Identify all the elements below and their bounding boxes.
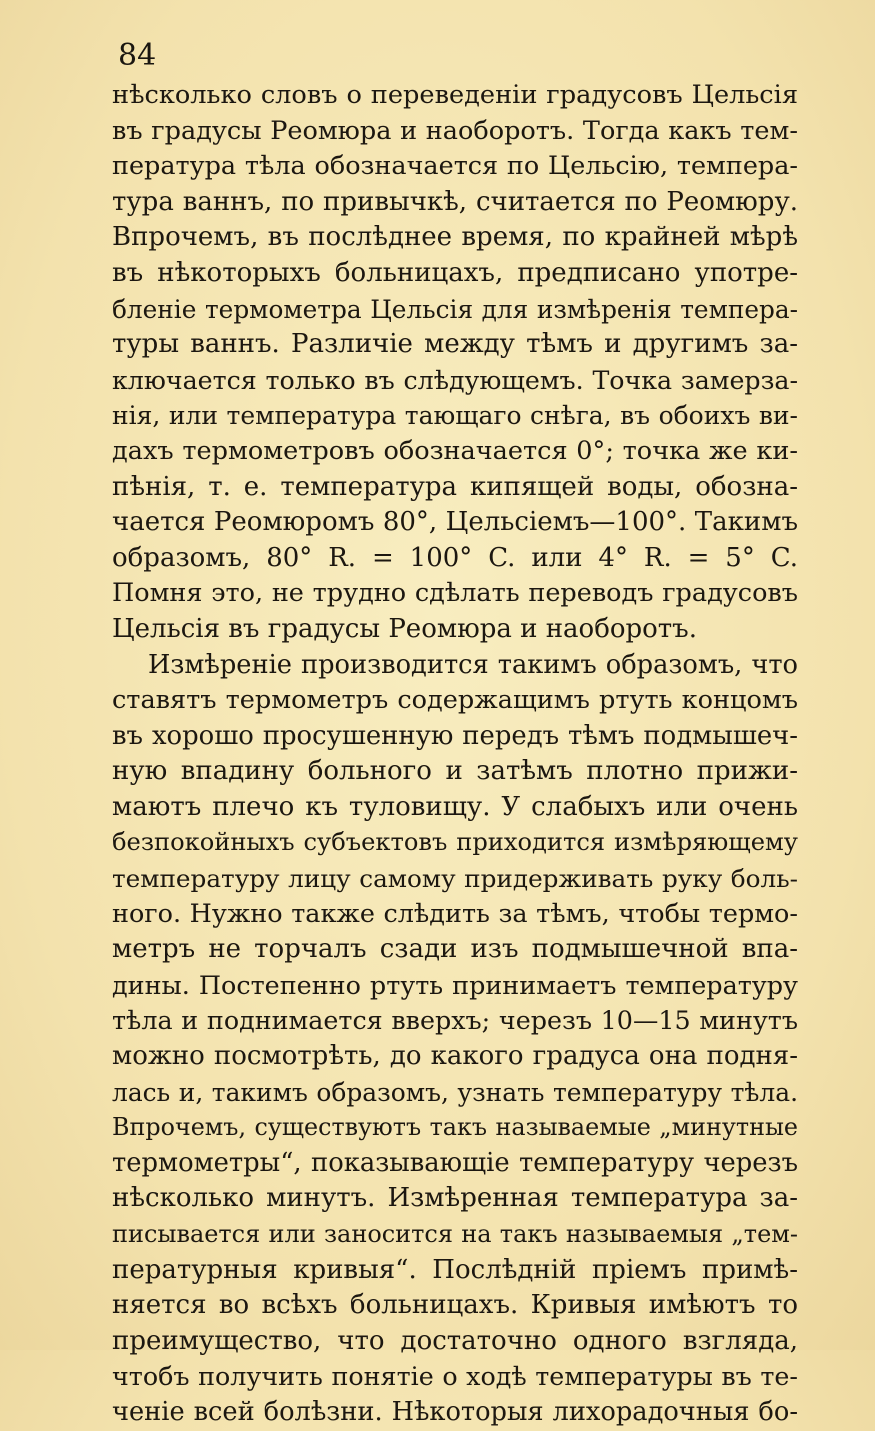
text-line: тѣла и поднимается вверхъ; черезъ 10—15 минутъ: [112, 1005, 798, 1036]
text-line: въ градусы Реомюра и наоборотъ. Тогда какъ тем-: [112, 115, 798, 146]
text-line: ную впадину больного и затѣмъ плотно прижи-: [112, 756, 798, 787]
text-line: чтобъ получить понятіе о ходѣ температуры въ те-: [112, 1361, 798, 1392]
text-line: безпокойныхъ субъектовъ приходится измѣряющему: [112, 828, 798, 857]
paragraph-start-line: Измѣреніе производится такимъ образомъ, что: [148, 649, 798, 680]
text-line: няется во всѣхъ больницахъ. Кривыя имѣютъ то: [112, 1290, 798, 1321]
text-line: метръ не торчалъ сзади изъ подмышечной впа-: [112, 934, 798, 965]
body-text: [112, 78, 798, 1431]
text-line: тура ваннъ, по привычкѣ, считается по Реомюру.: [112, 186, 798, 217]
text-line: можно посмотрѣть, до какого градуса она подня-: [112, 1041, 798, 1072]
text-line: маютъ плечо къ туловищу. У слабыхъ или очень: [112, 791, 798, 822]
text-line: пѣнія, т. е. температура кипящей воды, обозна-: [112, 471, 798, 502]
paragraph-end-line: Цельсія въ градусы Реомюра и наоборотъ.: [112, 613, 697, 644]
page-number: 84: [118, 38, 157, 73]
text-line: бленіе термометра Цельсія для измѣренія темпера-: [112, 294, 798, 324]
text-line: нія, или температура тающаго снѣга, въ обоихъ ви-: [112, 401, 798, 431]
text-line: пература тѣла обозначается по Цельсію, темпера-: [112, 151, 798, 182]
text-line: туры ваннъ. Различіе между тѣмъ и другимъ за-: [112, 329, 798, 360]
text-line: лась и, такимъ образомъ, узнать температуру тѣла.: [112, 1077, 798, 1107]
text-line: Помня это, не трудно сдѣлать переводъ градусовъ: [112, 578, 798, 609]
text-line: въ нѣкоторыхъ больницахъ, предписано употре-: [112, 257, 798, 288]
text-line: Впрочемъ, существуютъ такъ называемые „минутные: [112, 1113, 798, 1142]
text-line: образомъ, 80° R. = 100° C. или 4° R. = 5° C.: [112, 542, 798, 573]
text-line: ключается только въ слѣдующемъ. Точка замерза-: [112, 365, 798, 395]
text-line: дахъ термометровъ обозначается 0°; точка же ки-: [112, 435, 798, 466]
text-line: термометры“, показывающіе температуру черезъ: [112, 1147, 798, 1178]
text-line: ставятъ термометръ содержащимъ ртуть концомъ: [112, 685, 798, 716]
text-line: въ хорошо просушенную передъ тѣмъ подмышеч-: [112, 720, 798, 751]
text-line: Впрочемъ, въ послѣднее время, по крайней мѣрѣ: [112, 222, 798, 253]
text-line: писывается или заносится на такъ называемыя „тем-: [112, 1220, 798, 1248]
text-line: дины. Постепенно ртуть принимаетъ температуру: [112, 969, 798, 1000]
text-line: ного. Нужно также слѣдить за тѣмъ, чтобы термо-: [112, 898, 798, 929]
text-line: пературныя кривыя“. Послѣдній пріемъ примѣ-: [112, 1254, 798, 1285]
text-line: нѣсколько минутъ. Измѣренная температура за-: [112, 1183, 798, 1214]
text-line: температуру лицу самому придерживать руку боль-: [112, 864, 798, 894]
text-line: преимущество, что достаточно одного взгляда,: [112, 1325, 798, 1356]
text-line: чается Реомюромъ 80°, Цельсіемъ—100°. Такимъ: [112, 507, 798, 538]
text-line: ченіе всей болѣзни. Нѣкоторыя лихорадочныя бо-: [112, 1396, 798, 1427]
text-line: нѣсколько словъ о переведеніи градусовъ Цельсія: [112, 80, 798, 110]
